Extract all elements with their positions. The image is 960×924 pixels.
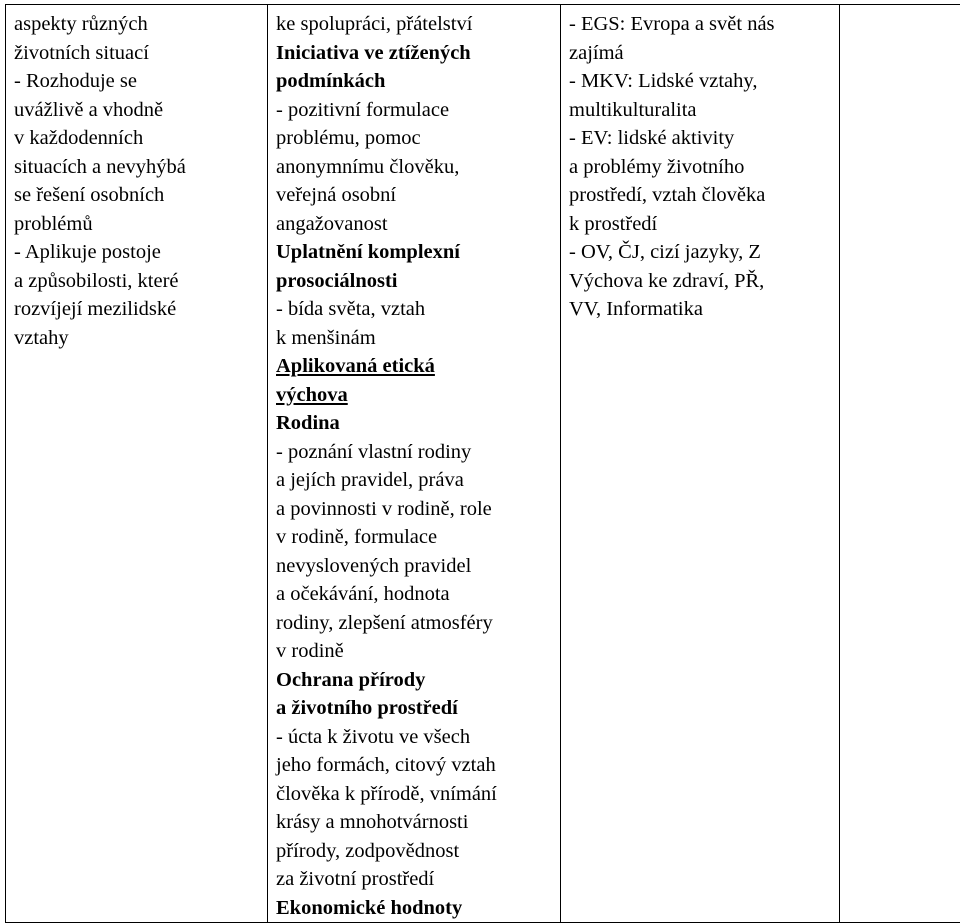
col2-line: Aplikovaná etická bbox=[276, 355, 435, 377]
col1-line: rozvíjejí mezilidské bbox=[14, 298, 177, 320]
cross-curricular-text bbox=[569, 10, 831, 324]
col1-line: životních situací bbox=[14, 41, 149, 64]
col2-line: a životního prostředí bbox=[276, 697, 458, 719]
col3-line: zajímá bbox=[569, 41, 624, 64]
col2-line: člověka k přírodě, vnímání bbox=[276, 782, 497, 805]
col1-line: se řešení osobních bbox=[14, 184, 165, 206]
col3-line: - EGS: Evropa a svět nás bbox=[569, 13, 775, 35]
curriculum-table bbox=[5, 4, 960, 923]
col1-line: situacích a nevyhýbá bbox=[14, 155, 186, 178]
col2-line: prosociálnosti bbox=[276, 269, 398, 292]
col3-line: - OV, ČJ, cizí jazyky, Z bbox=[569, 241, 761, 263]
col2-line: - bída světa, vztah bbox=[276, 298, 426, 320]
col1-line: vztahy bbox=[14, 326, 69, 349]
outcomes-text bbox=[14, 10, 259, 352]
col3-line: - EV: lidské aktivity bbox=[569, 127, 735, 149]
col2-line: a jejích pravidel, práva bbox=[276, 469, 464, 491]
col3-line: multikulturalita bbox=[569, 98, 697, 121]
col1-line: aspekty různých bbox=[14, 13, 148, 35]
col2-line: Ekonomické hodnoty bbox=[276, 896, 463, 919]
cross-curricular-cell bbox=[561, 5, 840, 923]
col2-line: za životní prostředí bbox=[276, 868, 435, 890]
col1-line: a způsobilosti, které bbox=[14, 269, 179, 292]
col3-line: - MKV: Lidské vztahy, bbox=[569, 70, 758, 92]
col1-line: - Aplikuje postoje bbox=[14, 241, 161, 263]
col2-line: jeho formách, citový vztah bbox=[276, 754, 496, 776]
col2-line: výchova bbox=[276, 383, 348, 406]
col1-line: uvážlivě a vhodně bbox=[14, 98, 164, 121]
table-row bbox=[6, 5, 960, 923]
col2-line: krásy a mnohotvárnosti bbox=[276, 811, 469, 833]
col2-line: podmínkách bbox=[276, 70, 386, 92]
col2-line: Iniciativa ve ztížených bbox=[276, 41, 471, 64]
col2-line: v rodině bbox=[276, 640, 344, 662]
col2-line: - poznání vlastní rodiny bbox=[276, 440, 472, 463]
col2-line: Uplatnění komplexní bbox=[276, 241, 460, 263]
col2-line: nevyslovených pravidel bbox=[276, 554, 472, 577]
col2-line: - úcta k životu ve všech bbox=[276, 725, 471, 748]
col3-line: k prostředí bbox=[569, 212, 658, 235]
col3-line: Výchova ke zdraví, PŘ, bbox=[569, 269, 765, 292]
col1-line: v každodenních bbox=[14, 127, 144, 149]
empty-cell-1 bbox=[840, 5, 960, 923]
col2-line: a očekávání, hodnota bbox=[276, 583, 450, 605]
col3-line: prostředí, vztah člověka bbox=[569, 184, 766, 206]
col2-line: rodiny, zlepšení atmosféry bbox=[276, 611, 493, 634]
col2-line: v rodině, formulace bbox=[276, 526, 438, 548]
col2-line: k menšinám bbox=[276, 326, 376, 349]
col2-line: Ochrana přírody bbox=[276, 668, 426, 691]
col3-line: VV, Informatika bbox=[569, 298, 703, 320]
col2-line: a povinnosti v rodině, role bbox=[276, 497, 492, 520]
col2-line: problému, pomoc bbox=[276, 127, 421, 149]
col2-line: anonymnímu člověku, bbox=[276, 155, 460, 178]
col2-line: Rodina bbox=[276, 412, 340, 434]
col2-line: veřejná osobní bbox=[276, 184, 397, 206]
col2-line: ke spolupráci, přátelství bbox=[276, 13, 473, 35]
outcomes-cell bbox=[6, 5, 268, 923]
topics-text bbox=[276, 10, 552, 922]
topics-cell bbox=[268, 5, 561, 923]
col1-line: problémů bbox=[14, 212, 93, 235]
col2-line: angažovanost bbox=[276, 212, 388, 235]
col2-line: - pozitivní formulace bbox=[276, 98, 450, 121]
col2-line: přírody, zodpovědnost bbox=[276, 839, 460, 862]
col1-line: - Rozhoduje se bbox=[14, 70, 137, 92]
col3-line: a problémy životního bbox=[569, 155, 745, 178]
